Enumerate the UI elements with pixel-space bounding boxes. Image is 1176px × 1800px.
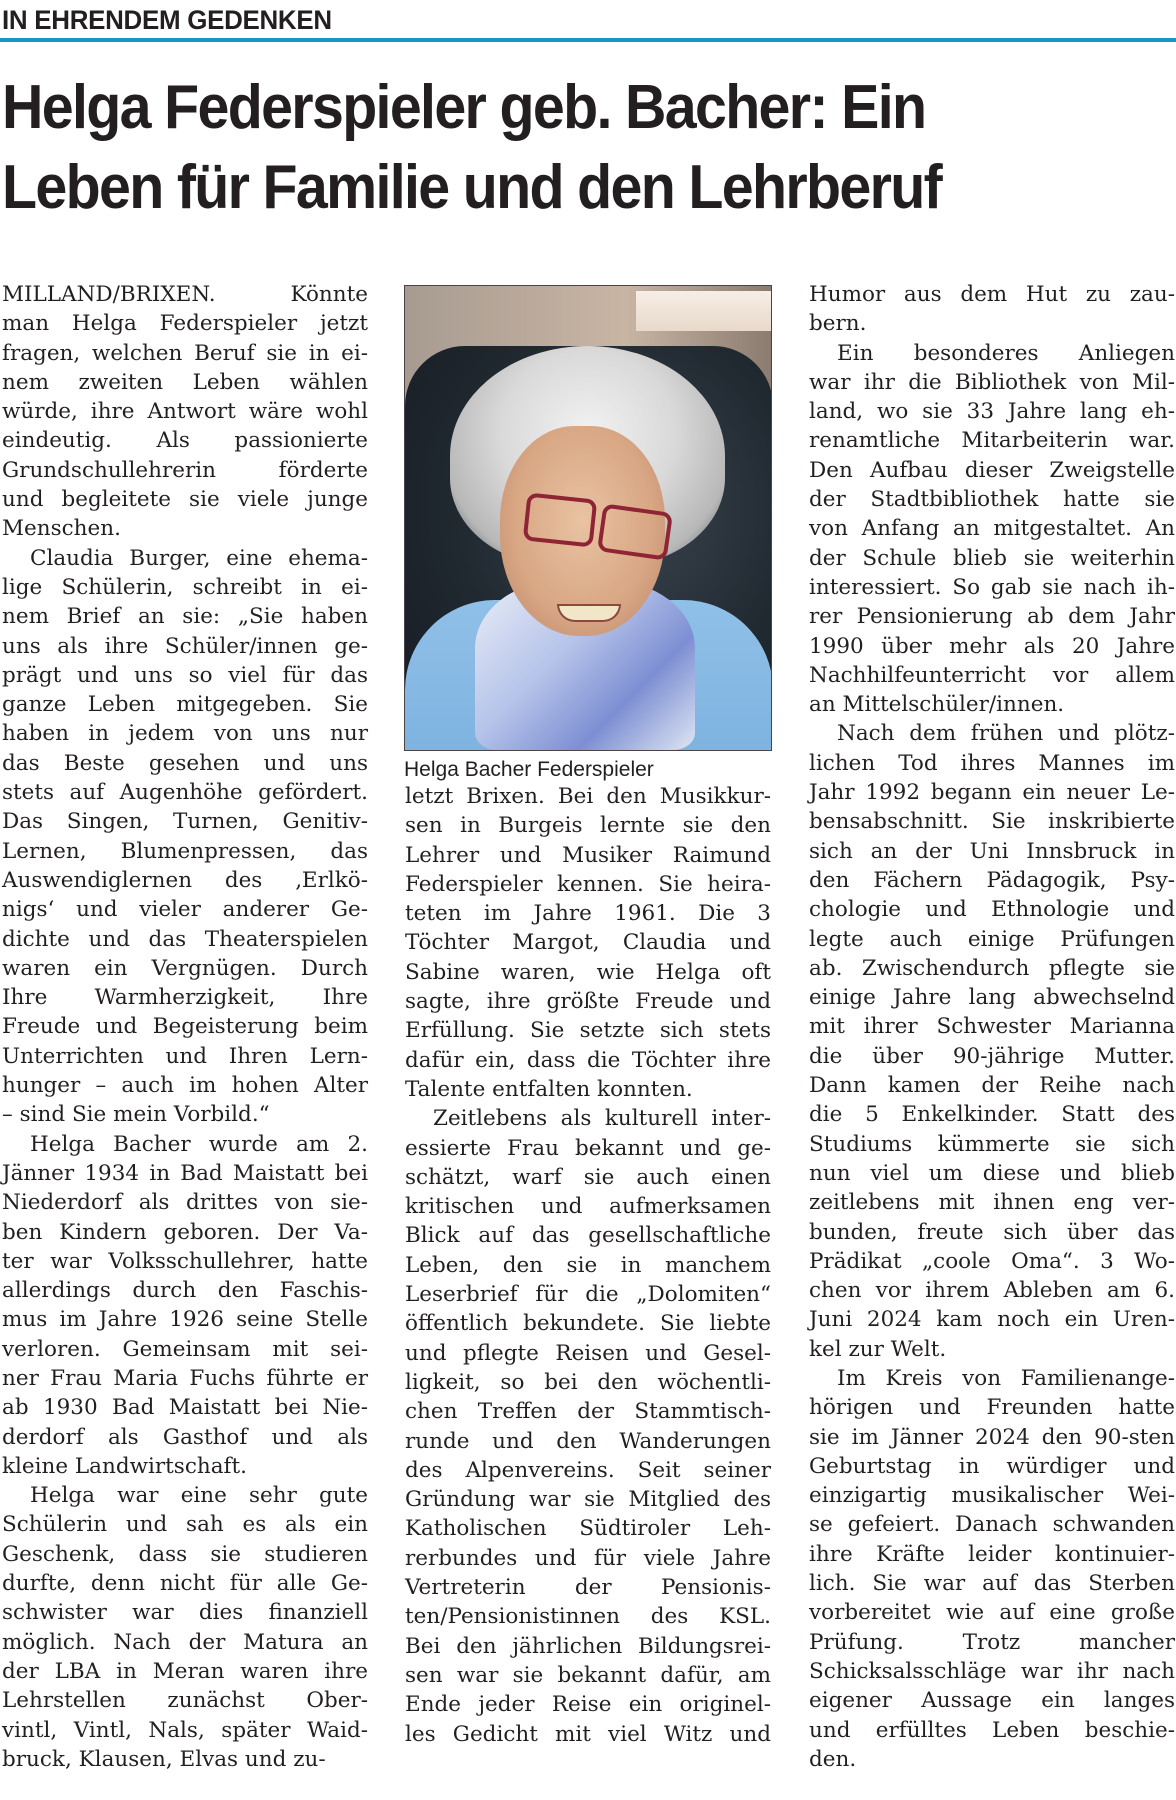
article-text-line: kleine Landwirtschaft. (2, 1453, 247, 1479)
article-text-line: Das Singen, Turnen, Genitiv- (2, 809, 368, 835)
section-kicker: IN EHRENDEM GEDENKEN (2, 5, 332, 35)
article-text-line: les Gedicht mit viel Witz und (405, 1721, 771, 1747)
article-text-line: runde und den Wanderungen (405, 1428, 771, 1454)
article-text-line: den Fächern Pädagogik, Psy- (809, 867, 1175, 893)
article-text-line: Lernen, Blumenpressen, das (2, 838, 368, 864)
article-text-line: war ihr die Bibliothek von Mil- (809, 369, 1175, 395)
article-text-line: prägt und uns so viel für das (2, 662, 368, 688)
article-text-line: Prädikat „coole Oma“. 3 Wo- (809, 1248, 1175, 1274)
article-text-line: Blick auf das gesellschaftliche (405, 1223, 771, 1249)
article-text-line: Talente entfalten konnten. (405, 1076, 693, 1102)
article-text-line: Unterrichten und Ihren Lern- (2, 1043, 368, 1069)
article-text-line: rerbundes und für viele Jahre (405, 1545, 771, 1571)
article-text-line: des Alpenvereins. Seit seiner (405, 1457, 771, 1483)
article-text-line: stets auf Augenhöhe gefördert. (2, 780, 368, 806)
article-text-line: Federspieler kennen. Sie heira- (405, 871, 771, 897)
article-text-line: kel zur Welt. (809, 1336, 947, 1362)
article-text-line: chologie und Ethnologie und (809, 897, 1175, 923)
article-text-line: rer Pensionierung ab dem Jahr (809, 604, 1175, 630)
article-column-1 (2, 280, 368, 1774)
article-text-line: fragen, welchen Beruf sie in ei- (2, 340, 368, 366)
article-text-line: Erfüllung. Sie setzte sich stets (405, 1018, 771, 1044)
article-text-line: ab 1930 Bad Maistatt bei Nie- (2, 1395, 368, 1421)
article-text-line: uns als ihre Schüler/innen ge- (2, 633, 368, 659)
article-text-line: man Helga Federspieler jetzt (2, 311, 368, 337)
article-text-line: Ende jeder Reise ein originel- (405, 1692, 771, 1718)
article-text-line: Im Kreis von Familienange- (837, 1365, 1175, 1391)
article-text-line: Zeitlebens als kulturell inter- (433, 1106, 771, 1132)
article-text-line: land, wo sie 33 Jahre lang eh- (809, 399, 1175, 425)
article-text-line: sie im Jänner 2024 den 90-sten (809, 1424, 1175, 1450)
article-text-line: Grundschullehrerin förderte (2, 457, 368, 483)
article-text-line: hunger – auch im hohen Alter (2, 1073, 368, 1099)
article-text-line: an Mittelschüler/innen. (809, 692, 1065, 718)
article-text-line: Claudia Burger, eine ehema- (30, 545, 368, 571)
article-text-line: Menschen. (2, 516, 121, 542)
article-text-line: bensabschnitt. Sie inskribierte (809, 809, 1175, 835)
photo-window-background (636, 291, 771, 331)
article-text-line: die über 90-jährige Mutter. (809, 1043, 1175, 1069)
article-text-line: der LBA in Meran waren ihre (2, 1658, 368, 1684)
article-text-line: Nach dem frühen und plötz- (837, 721, 1175, 747)
article-text-line: einige Jahre lang abwechselnd (809, 985, 1175, 1011)
article-text-line: zeitlebens mit ihnen eng ver- (809, 1190, 1175, 1216)
article-text-line: Helga Bacher wurde am 2. (30, 1131, 368, 1157)
article-text-line: Katholischen Südtiroler Leh- (405, 1516, 771, 1542)
article-text-line: das Beste gesehen und uns (2, 750, 368, 776)
article-text-line: Niederdorf als drittes von sie- (2, 1190, 368, 1216)
article-text-line: Leserbrief für die „Dolomiten“ (405, 1282, 771, 1308)
article-text-line: Jahr 1992 begann ein neuer Le- (809, 780, 1175, 806)
article-text-line: möglich. Nach der Matura an (2, 1629, 368, 1655)
headline-line-2: Leben für Familie und den Lehrberuf (2, 153, 942, 222)
article-text-line: sen in Burgeis lernte sie den (405, 813, 771, 839)
article-text-line: würde, ihre Antwort wäre wohl (2, 399, 368, 425)
article-headline (2, 68, 1176, 228)
article-text-line: Bei den jährlichen Bildungsrei- (405, 1633, 771, 1659)
article-text-line: Lehrer und Musiker Raimund (405, 842, 771, 868)
article-text-line: interessiert. So gab sie nach ih- (809, 574, 1175, 600)
article-text-line: den. (809, 1746, 857, 1772)
article-text-line: schätzt, warf sie auch einen (405, 1164, 771, 1190)
headline-line-1: Helga Federspieler geb. Bacher: Ein (2, 73, 926, 142)
article-text-line: Juni 2024 kam noch ein Uren- (809, 1307, 1175, 1333)
article-text-line: haben in jedem von uns nur (2, 721, 368, 747)
article-column-2 (405, 782, 771, 1749)
article-text-line: nigs‘ und vieler anderer Ge- (2, 897, 368, 923)
article-text-line: allerdings durch den Faschis- (2, 1278, 368, 1304)
article-text-line: vorbereitet wie auf eine große (809, 1600, 1175, 1626)
article-text-line: sich an der Uni Innsbruck in (809, 838, 1175, 864)
article-column-3 (809, 280, 1175, 1774)
article-text-line: Humor aus dem Hut zu zau- (809, 282, 1175, 307)
article-text-line: Schülerin und sah es als ein (2, 1512, 368, 1538)
article-text-line: bunden, freute sich über das (809, 1219, 1175, 1245)
article-text-line: Ein besonderes Anliegen (837, 340, 1175, 366)
article-text-line: Freude und Begeisterung beim (2, 1014, 368, 1040)
article-text-line: Vertreterin der Pensionis- (405, 1575, 771, 1601)
article-text-line: Geschenk, dass sie studieren (2, 1541, 368, 1567)
article-text-line: chen vor ihrem Ableben am 6. (809, 1278, 1175, 1304)
article-text-line: letzt Brixen. Bei den Musikkur- (405, 784, 771, 809)
article-text-line: Nachhilfeunterricht vor allem (809, 662, 1175, 688)
article-text-line: ter war Volksschullehrer, hatte (2, 1248, 368, 1274)
article-text-line: legte auch einige Prüfungen (809, 926, 1175, 952)
article-text-line: renamtliche Mitarbeiterin war. (809, 428, 1175, 454)
article-text-line: Sabine waren, wie Helga oft (405, 959, 771, 985)
article-text-line: MILLAND/BRIXEN. Könnte (2, 282, 368, 307)
article-text-line: Schicksalsschläge war ihr nach (809, 1658, 1175, 1684)
article-text-line: waren ein Vergnügen. Durch (2, 955, 368, 981)
article-text-line: bruck, Klausen, Elvas und zu- (2, 1746, 326, 1772)
article-text-line: teten im Jahre 1961. Die 3 (405, 901, 771, 927)
article-text-line: se gefeiert. Danach schwanden (809, 1512, 1175, 1538)
article-text-line: ab. Zwischendurch pflegte sie (809, 955, 1175, 981)
article-text-line: nem Brief an sie: „Sie haben (2, 604, 368, 630)
article-text-line: die 5 Enkelkinder. Statt des (809, 1102, 1175, 1128)
article-text-line: sen war sie bekannt dafür, am (405, 1662, 771, 1688)
article-text-line: und pflegte Reisen und Gesel- (405, 1340, 771, 1366)
article-text-line: – sind Sie mein Vorbild.“ (2, 1102, 270, 1128)
article-text-line: Töchter Margot, Claudia und (405, 930, 771, 956)
article-text-line: ner Frau Maria Fuchs führte er (2, 1365, 368, 1391)
article-text-line: vintl, Vintl, Nals, später Waid- (2, 1717, 368, 1743)
article-text-line: ganze Leben mitgegeben. Sie (2, 692, 368, 718)
photo-caption: Helga Bacher Federspieler (404, 758, 654, 781)
article-text-line: ligkeit, so bei den wöchentli- (405, 1369, 771, 1395)
article-text-line: einzigartig musikalischer Wei- (809, 1483, 1175, 1509)
article-text-line: Dann kamen der Reihe nach (809, 1073, 1175, 1099)
photo-smile (557, 604, 621, 622)
article-text-line: 1990 über mehr als 20 Jahre (809, 633, 1175, 659)
article-text-line: dafür ein, dass die Töchter ihre (405, 1047, 771, 1073)
article-text-line: sagte, ihre größte Freude und (405, 989, 771, 1015)
article-text-line: Gründung war sie Mitglied des (405, 1487, 771, 1513)
article-text-line: der Schule blieb sie weiterhin (809, 545, 1175, 571)
article-text-line: mus im Jahre 1926 seine Stelle (2, 1307, 368, 1333)
article-text-line: hörigen und Freunden hatte (809, 1395, 1175, 1421)
article-text-line: kritischen und aufmerksamen (405, 1194, 771, 1220)
article-text-line: Prüfung. Trotz mancher (809, 1629, 1175, 1655)
article-text-line: essierte Frau bekannt und ge- (405, 1135, 771, 1161)
article-text-line: von Anfang an mitgestaltet. An (809, 516, 1175, 542)
article-text-line: verloren. Gemeinsam mit sei- (2, 1336, 368, 1362)
article-text-line: derdorf als Gasthof und als (2, 1424, 368, 1450)
article-text-line: lich. Sie war auf das Sterben (809, 1571, 1175, 1597)
article-text-line: schwister war dies finanziell (2, 1600, 368, 1626)
article-text-line: lichen Tod ihres Mannes im (809, 750, 1175, 776)
article-text-line: Den Aufbau dieser Zweigstelle (809, 457, 1175, 483)
article-text-line: lige Schülerin, schreibt in ei- (2, 574, 368, 600)
article-text-line: ten/Pensionistinnen des KSL. (405, 1604, 771, 1630)
article-text-line: Helga war eine sehr gute (30, 1483, 368, 1509)
article-text-line: eigener Aussage ein langes (809, 1688, 1175, 1714)
article-text-line: Studiums kümmerte sie sich (809, 1131, 1175, 1157)
article-text-line: der Stadtbibliothek hatte sie (809, 487, 1175, 513)
article-text-line: durfte, denn nicht für alle Ge- (2, 1571, 368, 1597)
article-text-line: mit ihrer Schwester Marianna (809, 1014, 1175, 1040)
article-text-line: eindeutig. Als passionierte (2, 428, 368, 454)
article-text-line: ben Kindern geboren. Der Va- (2, 1219, 368, 1245)
article-text-line: Jänner 1934 in Bad Maistatt bei (2, 1160, 368, 1186)
section-divider (0, 38, 1176, 42)
article-text-line: dichte und das Theaterspielen (2, 926, 368, 952)
article-text-line: und erfülltes Leben beschie- (809, 1717, 1175, 1743)
article-text-line: nem zweiten Leben wählen (2, 369, 368, 395)
article-text-line: Leben, den sie in manchem (405, 1252, 771, 1278)
article-text-line: und begleitete sie viele junge (2, 487, 368, 513)
portrait-photo (404, 285, 772, 751)
article-text-line: chen Treffen der Stammtisch- (405, 1399, 771, 1425)
article-text-line: Geburtstag in würdiger und (809, 1453, 1175, 1479)
article-text-line: Auswendiglernen des ‚Erlkö- (2, 867, 368, 893)
article-text-line: ihre Kräfte leider kontinuier- (809, 1541, 1175, 1567)
article-text-line: nun viel um diese und blieb (809, 1160, 1175, 1186)
article-text-line: Lehrstellen zunächst Ober- (2, 1688, 368, 1714)
photo-glasses-left (523, 492, 598, 547)
article-text-line: öffentlich bekundete. Sie liebte (405, 1311, 771, 1337)
photo-glasses-right (597, 503, 673, 560)
article-text-line: bern. (809, 311, 867, 337)
article-text-line: Ihre Warmherzigkeit, Ihre (2, 985, 368, 1011)
